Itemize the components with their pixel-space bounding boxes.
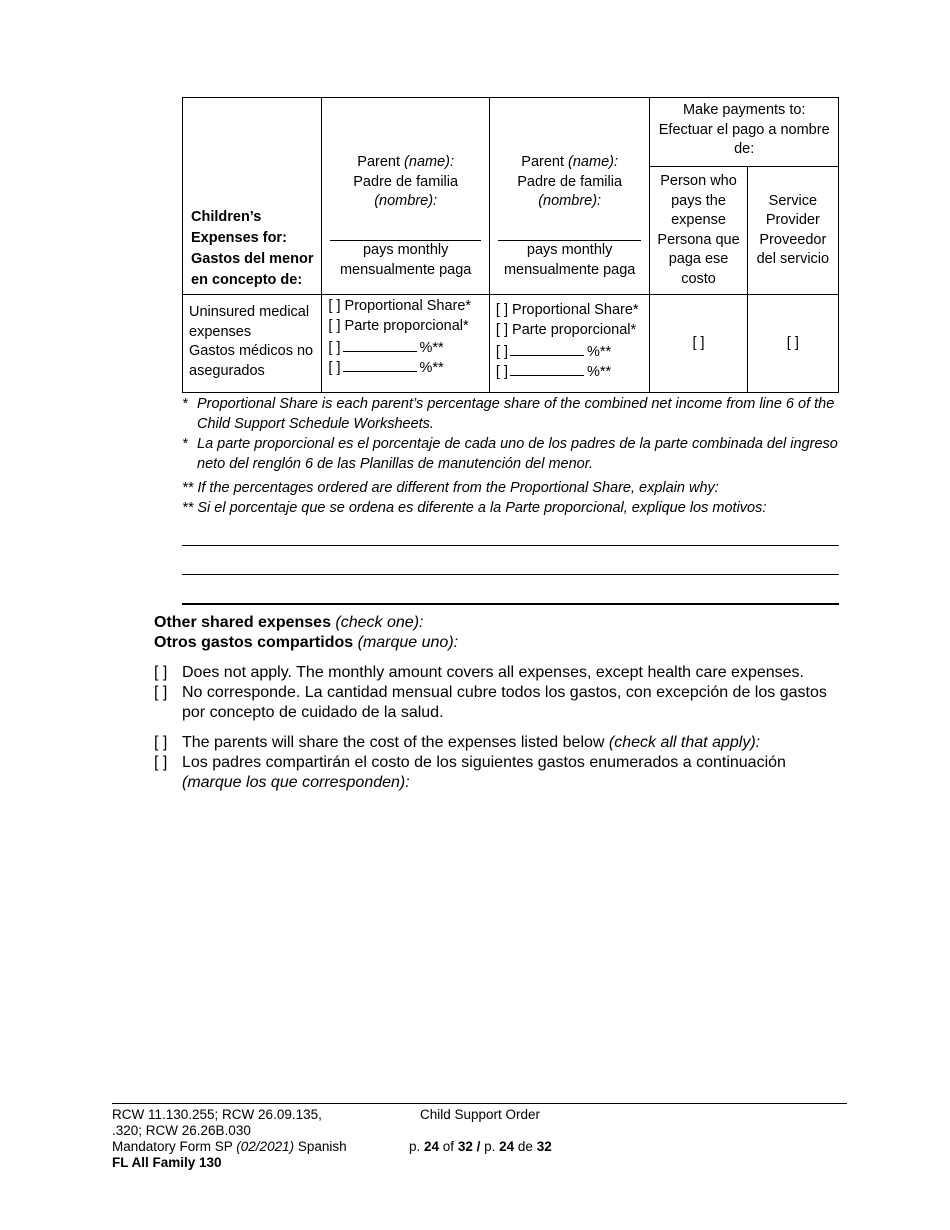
header-parent-2[interactable]: Parent (name): Padre de familia (nombre): pays monthly mensualmente paga <box>489 98 649 295</box>
option-parents-share-es[interactable]: [ ] Los padres compartirán el costo de los siguientes gastos enumerados a continuación (marque los que corresponden): <box>154 754 786 791</box>
other-shared-heading-en: Other shared expenses (check one): <box>154 614 424 631</box>
checkbox[interactable]: [ ] <box>154 684 168 701</box>
row-label-uninsured-medical: Uninsured medical expenses Gastos médicos no asegurados <box>183 295 322 393</box>
header-make-payments: Make payments to: Efectuar el pago a nombre de: <box>650 98 839 167</box>
other-shared-heading-es: Otros gastos compartidos (marque uno): <box>154 634 459 651</box>
percent-blank[interactable] <box>343 338 417 352</box>
checkbox[interactable]: [ ] <box>154 734 168 751</box>
header-childrens-expenses: Children’s Expenses for: Gastos del menor en concepto de: <box>183 98 322 295</box>
percent-blank[interactable] <box>510 362 584 376</box>
footer-title-page <box>409 1107 552 1155</box>
percent-option-2b[interactable]: [ ] %** <box>495 364 612 380</box>
table-row <box>183 295 839 393</box>
explanation-line-1[interactable] <box>182 545 839 546</box>
header-parent-1[interactable]: Parent (name): Padre de familia (nombre): pays monthly mensualmente paga <box>322 98 490 295</box>
note-proportional-share-en: * Proportional Share is each parent’s percentage share of the combined net income from line 6 of the Child Support Schedule Worksheets. <box>182 396 835 432</box>
checkbox-parte-proporcional-2[interactable]: [ ] Parte proporcional* <box>495 321 637 338</box>
form-id: FL All Family 130 <box>112 1155 222 1170</box>
checkbox-proportional-share-2[interactable]: [ ] Proportional Share* <box>495 302 639 318</box>
checkbox-service-provider[interactable]: [ ] <box>747 295 838 393</box>
percent-blank[interactable] <box>343 358 417 372</box>
expenses-table <box>182 97 839 393</box>
footer-citation: RCW 11.130.255; RCW 26.09.135, .320; RCW 26.26B.030 Mandatory Form SP (02/2021) Spanish FL All Family 130 <box>112 1107 347 1170</box>
explanation-line-2[interactable] <box>182 574 839 575</box>
footnotes <box>182 394 842 518</box>
percent-option-1b[interactable]: [ ] %** <box>328 360 444 376</box>
footer-rule <box>112 1103 847 1104</box>
note-percentages-en: ** If the percentages ordered are different from the Proportional Share, explain why: <box>182 480 719 496</box>
percent-blank[interactable] <box>510 342 584 356</box>
header-service-provider: Service Provider Proveedor del servicio <box>747 167 838 295</box>
explanation-line-3[interactable] <box>182 603 839 605</box>
parent-1-options <box>322 295 490 393</box>
note-proportional-share-es: * La parte proporcional es el porcentaje de cada uno de los padres de la parte combinada del ingreso neto del renglón 6 de las Planillas de manutención del menor. <box>182 436 838 472</box>
checkbox-parte-proporcional-1[interactable]: [ ] Parte proporcional* <box>328 317 469 334</box>
checkbox-proportional-share-1[interactable]: [ ] Proportional Share* <box>328 298 472 314</box>
checkbox-person-who-pays[interactable]: [ ] <box>650 295 747 393</box>
option-does-not-apply-es[interactable]: [ ] No corresponde. La cantidad mensual cubre todos los gastos, con excepción de los gastos por concepto de cuidado de la salud. <box>154 684 827 721</box>
page-number: p. 24 of 32 / p. 24 de 32 <box>409 1139 552 1154</box>
checkbox[interactable]: [ ] <box>154 754 168 771</box>
note-percentages-es: ** Si el porcentaje que se ordena es diferente a la Parte proporcional, explique los motivos: <box>182 500 767 516</box>
other-shared-expenses <box>154 613 854 793</box>
document-title: Child Support Order <box>420 1107 541 1122</box>
option-parents-share-en[interactable]: [ ] The parents will share the cost of the expenses listed below (check all that apply): <box>154 734 761 751</box>
percent-option-1a[interactable]: [ ] %** <box>328 340 444 356</box>
option-does-not-apply-en[interactable]: [ ] Does not apply. The monthly amount covers all expenses, except health care expenses. <box>154 664 804 681</box>
percent-option-2a[interactable]: [ ] %** <box>495 344 612 360</box>
parent-2-options <box>489 295 649 393</box>
checkbox[interactable]: [ ] <box>154 664 168 681</box>
header-person-who-pays: Person who pays the expense Persona que paga ese costo <box>650 167 747 295</box>
